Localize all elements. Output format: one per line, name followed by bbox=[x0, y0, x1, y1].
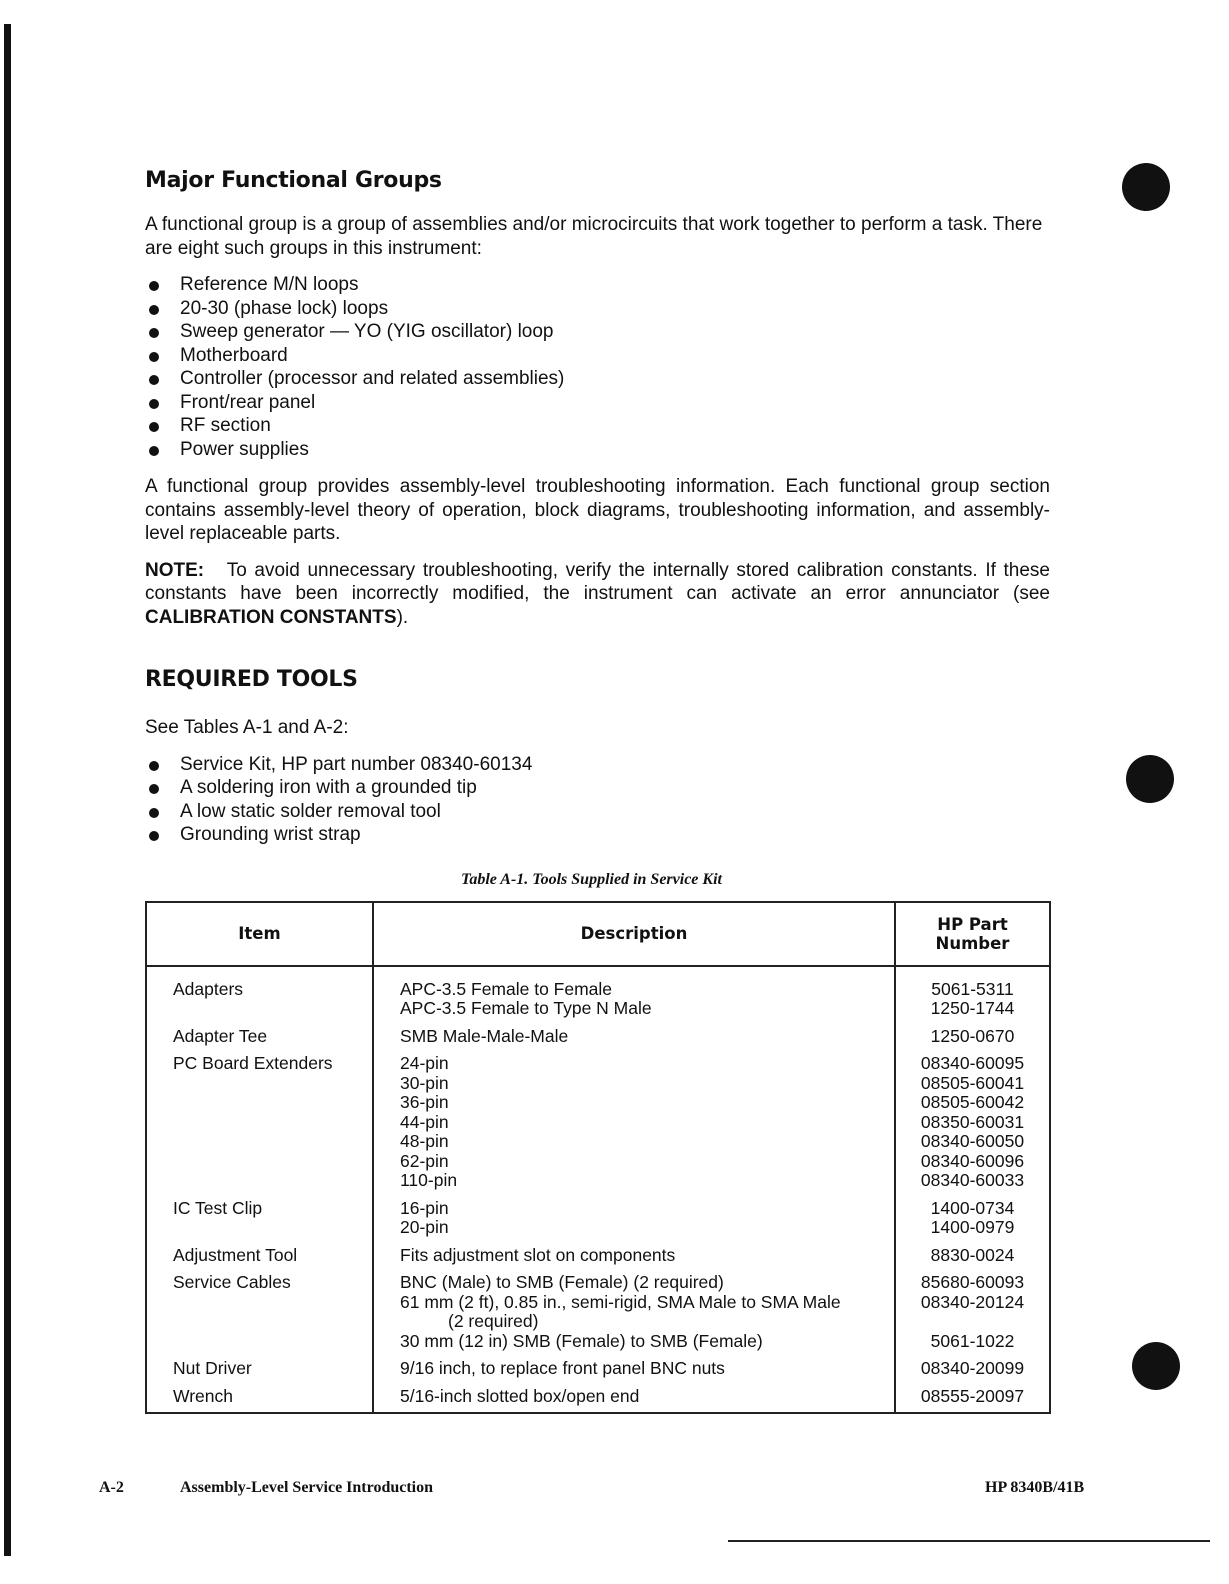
page-number: A-2 bbox=[99, 1479, 124, 1496]
header-item: Item bbox=[146, 902, 373, 966]
punch-hole bbox=[1122, 163, 1170, 211]
cell-description bbox=[373, 1359, 895, 1387]
cell-item: Adjustment Tool bbox=[146, 1246, 373, 1274]
description-line: Fits adjustment slot on components bbox=[400, 1244, 676, 1265]
table-row bbox=[146, 1359, 1050, 1387]
cell-description bbox=[373, 1387, 895, 1414]
list-item: Front/rear panel bbox=[145, 391, 1050, 415]
part-number: 08340-60033 bbox=[920, 1170, 1025, 1190]
part-number: 08340-60095 bbox=[920, 1053, 1025, 1073]
cell-item: Wrench bbox=[146, 1387, 373, 1414]
required-tools-list bbox=[145, 753, 1050, 847]
description-line: APC-3.5 Female to Female bbox=[400, 978, 613, 999]
section-title-major-groups: Major Functional Groups bbox=[145, 168, 442, 193]
description-line: 44-pin bbox=[400, 1111, 449, 1132]
cell-item: Adapter Tee bbox=[146, 1027, 373, 1055]
list-item: Motherboard bbox=[145, 344, 1050, 368]
cell-item: Adapters bbox=[146, 966, 373, 1027]
table-caption: Table A-1. Tools Supplied in Service Kit bbox=[461, 870, 722, 888]
cell-item: Service Cables bbox=[146, 1273, 373, 1359]
bottom-rule bbox=[728, 1540, 1210, 1542]
section-title-required-tools: REQUIRED TOOLS bbox=[145, 667, 358, 692]
part-number: 08505-60042 bbox=[920, 1092, 1025, 1112]
description-line: 24-pin bbox=[400, 1053, 449, 1073]
bullet-icon bbox=[149, 422, 159, 432]
table-row bbox=[146, 1054, 1050, 1199]
description-line: APC-3.5 Female to Type N Male bbox=[400, 998, 652, 1018]
cell-part-number bbox=[895, 1054, 1050, 1199]
description-line: 30-pin bbox=[400, 1072, 449, 1093]
cell-part-number bbox=[895, 1273, 1050, 1359]
punch-hole bbox=[1126, 755, 1174, 803]
description-line: 48-pin bbox=[400, 1131, 449, 1151]
cell-description bbox=[373, 1199, 895, 1246]
table-row bbox=[146, 966, 1050, 1027]
part-number: 1400-0979 bbox=[930, 1217, 1015, 1237]
bullet-icon bbox=[149, 352, 159, 362]
cell-description bbox=[373, 1027, 895, 1055]
bullet-icon bbox=[149, 305, 159, 315]
bullet-icon bbox=[149, 761, 159, 771]
bullet-icon bbox=[149, 375, 159, 385]
bullet-icon bbox=[149, 446, 159, 456]
list-item: Grounding wrist strap bbox=[145, 823, 1050, 847]
required-tools-intro: See Tables A-1 and A-2: bbox=[145, 717, 349, 738]
cell-item: Nut Driver bbox=[146, 1359, 373, 1387]
part-number: 1400-0734 bbox=[930, 1197, 1015, 1218]
cell-part-number bbox=[895, 1387, 1050, 1414]
list-item: Service Kit, HP part number 08340-60134 bbox=[145, 753, 1050, 777]
page-content bbox=[145, 168, 1050, 1414]
part-number: 08505-60041 bbox=[920, 1072, 1025, 1093]
list-item: RF section bbox=[145, 414, 1050, 438]
part-number: 1250-0670 bbox=[930, 1025, 1015, 1046]
table-row bbox=[146, 1199, 1050, 1246]
description-line: 5/16-inch slotted box/open end bbox=[400, 1385, 640, 1406]
part-number: 8830-0024 bbox=[930, 1244, 1015, 1265]
description-line: 62-pin bbox=[400, 1150, 449, 1171]
functional-groups-list bbox=[145, 273, 1050, 461]
note-text: To avoid unnecessary troubleshooting, verify the internally stored calibration constants. If these constants have been incorrectly modified, the instrument can activate an error annunciator (see bbox=[145, 559, 1051, 604]
table-row bbox=[146, 1273, 1050, 1359]
header-description: Description bbox=[373, 902, 895, 966]
part-number: 08350-60031 bbox=[920, 1111, 1025, 1132]
cell-description bbox=[373, 966, 895, 1027]
description-line: 16-pin bbox=[400, 1197, 449, 1218]
part-number bbox=[896, 1312, 1049, 1332]
note-reference: CALIBRATION CONSTANTS bbox=[145, 606, 397, 628]
part-number: 08340-60096 bbox=[920, 1150, 1025, 1171]
cell-part-number bbox=[895, 1359, 1050, 1387]
list-item: Power supplies bbox=[145, 438, 1050, 462]
list-item: Controller (processor and related assemblies) bbox=[145, 367, 1050, 391]
table-header-row bbox=[146, 902, 1050, 966]
header-part-number: HP Part Number bbox=[895, 902, 1050, 966]
scan-left-edge bbox=[4, 24, 11, 1556]
note-paragraph: NOTE: To avoid unnecessary troubleshooting, verify the internally stored calibration constants. If these constants have been incorrectly modified, the instrument can activate an error annunciator (see CALIBRATION CONSTANTS). bbox=[145, 559, 1051, 628]
bullet-icon bbox=[149, 328, 159, 338]
table-row bbox=[146, 1387, 1050, 1414]
footer-section: Assembly-Level Service Introduction bbox=[180, 1479, 434, 1496]
part-number: 5061-5311 bbox=[931, 978, 1014, 999]
list-item: A low static solder removal tool bbox=[145, 800, 1050, 824]
bullet-icon bbox=[149, 281, 159, 291]
footer-model: HP 8340B/41B bbox=[985, 1479, 1085, 1496]
description-line: (2 required) bbox=[448, 1311, 539, 1331]
part-number: 08340-60050 bbox=[920, 1131, 1025, 1151]
part-number: 08555-20097 bbox=[920, 1385, 1025, 1406]
bullet-icon bbox=[149, 399, 159, 409]
cell-description bbox=[373, 1054, 895, 1199]
list-item: Sweep generator — YO (YIG oscillator) loop bbox=[145, 320, 1050, 344]
part-number: 1250-1744 bbox=[930, 998, 1015, 1018]
bullet-icon bbox=[149, 784, 159, 794]
bullet-icon bbox=[149, 831, 159, 841]
description-line: 20-pin bbox=[400, 1217, 449, 1237]
part-number: 08340-20124 bbox=[920, 1291, 1025, 1312]
cell-description bbox=[373, 1246, 895, 1274]
cell-item: PC Board Extenders bbox=[146, 1054, 373, 1199]
cell-part-number bbox=[895, 1246, 1050, 1274]
functional-group-description: A functional group provides assembly-level troubleshooting information. Each functional group section contains assembly-level theory of operation, block diagrams, troubleshooting information, and assembly-level replaceable parts. bbox=[145, 476, 1050, 544]
description-line: BNC (Male) to SMB (Female) (2 required) bbox=[400, 1272, 724, 1292]
cell-part-number bbox=[895, 1027, 1050, 1055]
description-line: SMB Male-Male-Male bbox=[400, 1025, 569, 1046]
punch-hole bbox=[1132, 1342, 1180, 1390]
tools-table bbox=[145, 901, 1051, 1415]
major-groups-intro: A functional group is a group of assemblies and/or microcircuits that work together to perform a task. There are eight such groups in this instrument: bbox=[145, 214, 1043, 259]
cell-part-number bbox=[895, 1199, 1050, 1246]
description-line: 36-pin bbox=[400, 1092, 449, 1112]
description-line: 30 mm (12 in) SMB (Female) to SMB (Female) bbox=[400, 1330, 763, 1351]
list-item: Reference M/N loops bbox=[145, 273, 1050, 297]
table-body bbox=[146, 966, 1050, 1414]
bullet-icon bbox=[149, 808, 159, 818]
description-line: 61 mm (2 ft), 0.85 in., semi-rigid, SMA Male to SMA Male bbox=[400, 1291, 841, 1312]
description-line: 110-pin bbox=[400, 1170, 458, 1190]
table-row bbox=[146, 1027, 1050, 1055]
part-number: 5061-1022 bbox=[930, 1330, 1015, 1351]
part-number: 08340-20099 bbox=[920, 1358, 1025, 1378]
cell-part-number bbox=[895, 966, 1050, 1027]
part-number: 85680-60093 bbox=[920, 1272, 1025, 1292]
table-row bbox=[146, 1246, 1050, 1274]
cell-description bbox=[373, 1273, 895, 1359]
description-line: 9/16 inch, to replace front panel BNC nuts bbox=[400, 1358, 725, 1378]
list-item: A soldering iron with a grounded tip bbox=[145, 776, 1050, 800]
note-label: NOTE: bbox=[145, 559, 205, 581]
cell-item: IC Test Clip bbox=[146, 1199, 373, 1246]
list-item: 20-30 (phase lock) loops bbox=[145, 297, 1050, 321]
